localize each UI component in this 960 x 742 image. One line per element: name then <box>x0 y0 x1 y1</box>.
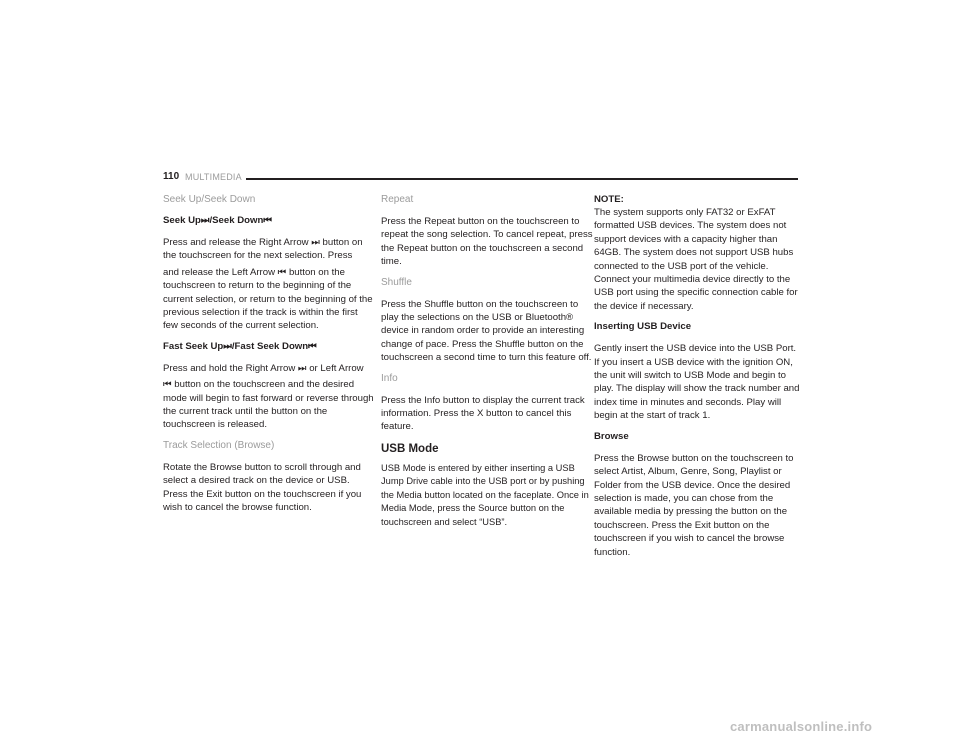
paragraph-usb-mode: USB Mode is entered by either inserting a USB Jump Drive cable into the USB port or by pushing the Media button located on the faceplate. Once in Media Mode, press the Source button on the touchscreen and select “USB”. <box>381 462 589 527</box>
watermark-logo[interactable]: carmanualsonline.info <box>730 719 873 734</box>
paragraph-fast-2: ⏮ button on the touchscreen and the desired mode will begin to fast forward or reverse through the current track until the button on the touchscreen is released. <box>163 379 374 431</box>
section-title: MULTIMEDIA <box>185 172 242 182</box>
heading-repeat: Repeat <box>381 194 414 205</box>
heading-track-selection: Track Selection (Browse) <box>163 439 275 451</box>
heading-inserting-usb: Inserting USB Device <box>594 321 692 333</box>
paragraph-note: The system supports only FAT32 or ExFAT formatted USB devices. The system does not support devices with a capacity higher than 64GB. The system does not support USB hubs connected to the USB port of the vehicle. Connect your multimedia device directly to the USB port using the specific connection cable for the device if necessary. <box>594 207 798 312</box>
paragraph-shuffle: Press the Shuffle button on the touchscreen to play the selections on the USB or Bluetooth® device in random order to provide an interesting change of pace. Press the Shuffle button on the touchscreen a second time to turn this feature off. <box>381 298 592 364</box>
subheading-fast-seek: Fast Seek Up⏭/Fast Seek Down⏮ <box>163 340 317 352</box>
paragraph-track-selection: Rotate the Browse button to scroll through and select a desired track on the device or USB. Press the Exit button on the touchscreen if you wish to cancel the browse function. <box>163 461 362 514</box>
column-middle <box>381 194 593 537</box>
column-left <box>163 194 375 523</box>
paragraph-browse: Press the Browse button on the touchscreen to select Artist, Album, Genre, Song, Playlist or Folder from the USB device. Once the desired selection is made, you can chose from the available media by pressing the button on the touchscreen. Press the Exit button on the touchscreen if you wish to cancel the browse function. <box>594 452 794 558</box>
page-number: 110 <box>163 171 180 182</box>
paragraph-inserting-usb: Gently insert the USB device into the USB Port. If you insert a USB device with the ignition ON, the unit will switch to USB Mode and begin to play. The display will show the track number and index time in minutes and seconds. Play will begin at the start of track 1. <box>594 343 800 422</box>
column-right <box>594 194 804 567</box>
note-label: NOTE: <box>594 194 624 205</box>
heading-seek: Seek Up/Seek Down <box>163 194 256 205</box>
paragraph-info: Press the Info button to display the current track information. Press the X button to cancel this feature. <box>381 394 585 433</box>
heading-usb-mode: USB Mode <box>381 442 439 455</box>
paragraph-seek-1: Press and release the Right Arrow ⏭ button on the touchscreen for the next selection. Press <box>163 237 363 262</box>
heading-browse: Browse <box>594 430 629 442</box>
subheading-seek: Seek Up⏭/Seek Down⏮ <box>163 215 272 226</box>
paragraph-seek-2: and release the Left Arrow ⏮ button on the touchscreen to return to the beginning of the current selection, or return to the beginning of the previous selection if the track is within the first few seconds of the current selection. <box>163 266 373 332</box>
paragraph-repeat: Press the Repeat button on the touchscreen to repeat the song selection. To cancel repeat, press the Repeat button on the touchscreen a second time. <box>381 216 593 268</box>
heading-info: Info <box>381 372 398 384</box>
paragraph-fast-1: Press and hold the Right Arrow ⏭ or Left Arrow <box>163 362 364 374</box>
header-rule <box>246 178 798 180</box>
page-header <box>163 171 798 185</box>
heading-shuffle: Shuffle <box>381 276 412 288</box>
